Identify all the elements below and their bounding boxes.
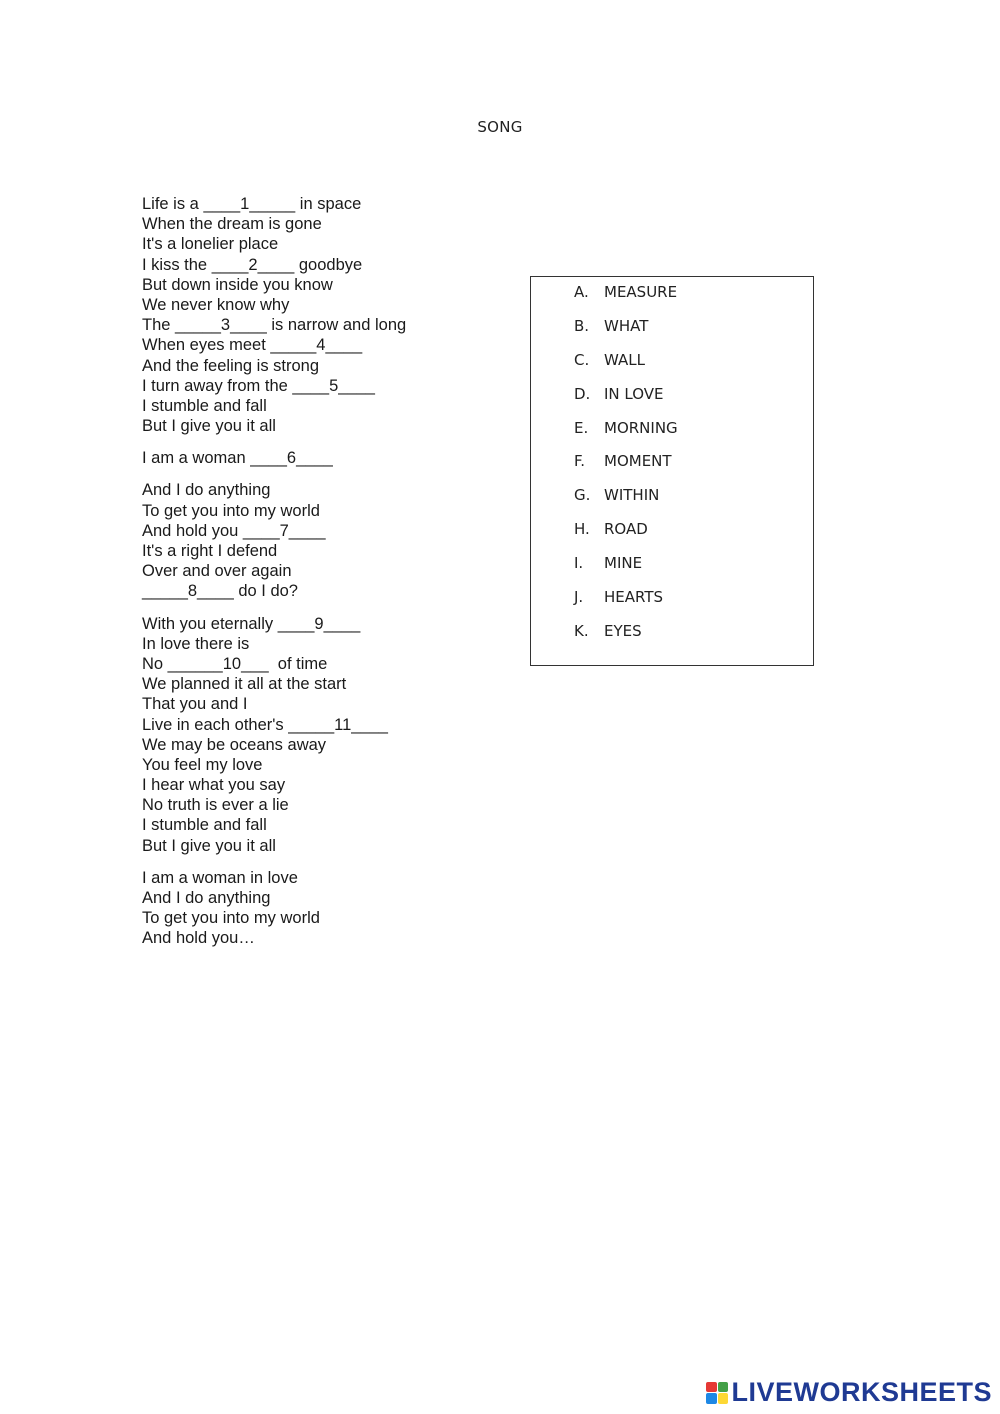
option-letter: I. (574, 554, 584, 573)
option-word: WITHIN (604, 486, 660, 505)
option-word: HEARTS (604, 588, 664, 607)
option-letter: H. (574, 520, 590, 539)
lyric-line: I kiss the ____2____ goodbye (142, 255, 363, 274)
lyric-line: To get you into my world (142, 501, 320, 520)
lyric-line: We never know why (142, 295, 290, 314)
option-word: ROAD (604, 520, 648, 539)
lyric-line: That you and I (142, 695, 248, 714)
option-item (574, 386, 678, 420)
lyric-line: I am a woman ____6____ (142, 449, 333, 468)
brand-icon-square (706, 1393, 717, 1404)
option-item (574, 453, 678, 487)
lyric-line: With you eternally ____9____ (142, 614, 361, 633)
lyric-line: I turn away from the ____5____ (142, 376, 375, 395)
lyric-line: _____8____ do I do? (142, 582, 298, 601)
option-word: WHAT (604, 316, 649, 335)
lyric-line: Live in each other's _____11____ (142, 715, 388, 734)
option-letter: A. (574, 283, 589, 301)
brand-logo-icon (706, 1382, 728, 1404)
option-letter: C. (574, 350, 590, 369)
lyric-line: I stumble and fall (142, 816, 267, 835)
brand-name: LIVEWORKSHEETS (731, 1377, 992, 1407)
option-letter: E. (574, 418, 589, 437)
option-item (574, 420, 678, 454)
option-item (574, 352, 678, 386)
option-item (574, 284, 678, 318)
brand-icon-square (718, 1382, 729, 1393)
lyric-line: We may be oceans away (142, 735, 327, 754)
lyrics-stanza (142, 614, 502, 856)
answer-options-box (530, 276, 814, 666)
option-item (574, 521, 678, 555)
lyric-line: And hold you… (142, 929, 255, 948)
brand-logo (706, 1377, 992, 1408)
lyric-line: But down inside you know (142, 275, 333, 294)
lyric-line: When eyes meet _____4____ (142, 336, 363, 355)
option-item (574, 589, 678, 623)
brand-icon-square (718, 1393, 729, 1404)
option-word: MEASURE (604, 283, 678, 301)
lyric-line: Life is a ____1_____ in space (142, 195, 362, 213)
option-word: MORNING (604, 418, 678, 437)
option-word: MOMENT (604, 452, 672, 471)
page-title: SONG (477, 118, 523, 136)
option-letter: J. (574, 588, 584, 607)
lyric-line: To get you into my world (142, 909, 320, 928)
lyric-line: No ______10___ of time (142, 654, 328, 673)
option-item (574, 487, 678, 521)
option-item (574, 555, 678, 589)
lyrics-column (142, 194, 502, 949)
lyrics-stanza (142, 480, 502, 601)
option-item (574, 318, 678, 352)
lyric-line: I stumble and fall (142, 396, 267, 415)
lyric-line: It's a right I defend (142, 542, 278, 560)
option-letter: B. (574, 316, 590, 335)
lyric-line: I am a woman in love (142, 868, 298, 887)
brand-icon-square (706, 1382, 717, 1393)
option-word: EYES (604, 621, 642, 640)
lyric-line: And the feeling is strong (142, 356, 320, 375)
lyrics-stanza (142, 194, 502, 436)
option-letter: D. (574, 384, 591, 403)
lyrics-stanza (142, 868, 502, 949)
lyric-line: No truth is ever a lie (142, 796, 289, 815)
option-letter: K. (574, 621, 589, 640)
lyric-line: Over and over again (142, 562, 292, 581)
option-word: WALL (604, 350, 645, 369)
option-letter: F. (574, 452, 585, 471)
lyric-line: And hold you ____7____ (142, 521, 326, 540)
lyric-line: You feel my love (142, 755, 263, 774)
lyric-line: We planned it all at the start (142, 675, 347, 694)
lyric-line: But I give you it all (142, 417, 276, 436)
lyrics-stanza (142, 448, 502, 468)
lyric-line: When the dream is gone (142, 215, 322, 234)
options-list (574, 284, 678, 657)
lyric-line: I hear what you say (142, 776, 286, 795)
lyric-line: It's a lonelier place (142, 235, 279, 254)
lyric-line: In love there is (142, 634, 250, 653)
option-word: IN LOVE (604, 384, 664, 403)
lyric-line: And I do anything (142, 481, 271, 500)
lyric-line: The _____3____ is narrow and long (142, 316, 407, 335)
option-item (574, 623, 678, 657)
lyric-line: But I give you it all (142, 836, 276, 855)
lyric-line: And I do anything (142, 889, 271, 907)
option-word: MINE (604, 554, 643, 573)
option-letter: G. (574, 486, 591, 505)
